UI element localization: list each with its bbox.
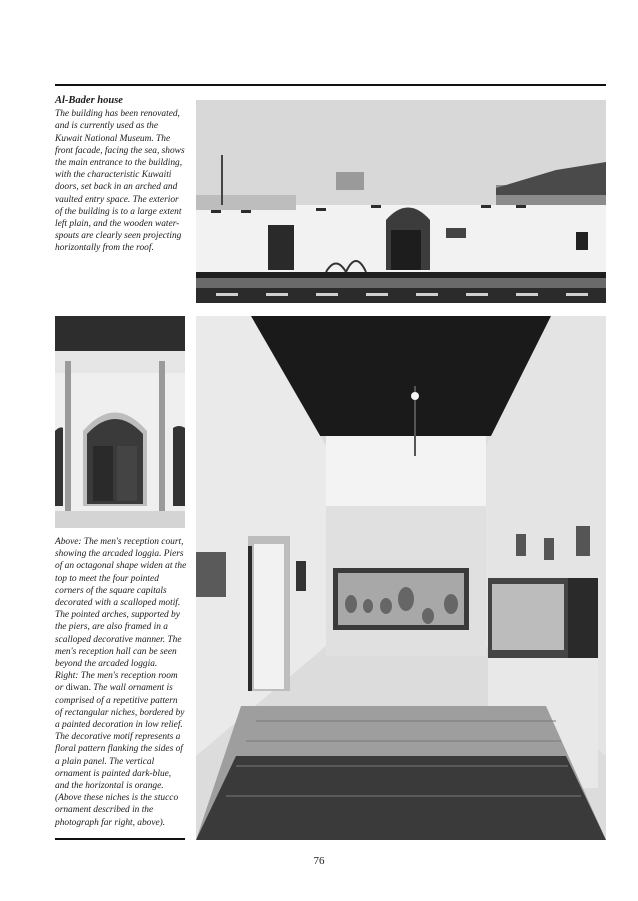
interior-caption — [55, 536, 187, 829]
loggia-photo — [55, 316, 185, 528]
page-number: 76 — [313, 855, 325, 867]
caption-above-text: The men's reception court, showing the arcaded loggia. Piers of an octagonal shape widen at the top to meet the four pointed corners of the square capitals decorated with a scalloped motif. The pointed arches, supported by the piers, are also framed in a scalloped decorative manner. The men's reception hall can be seen beyond the arcaded loggia. — [55, 537, 187, 670]
caption-above-label: Above: — [55, 537, 82, 547]
facade-photo — [196, 100, 606, 303]
caption-right-text-1: The men's reception room or — [55, 671, 178, 694]
top-rule — [55, 84, 606, 86]
section-title: Al-Bader house — [55, 95, 123, 106]
caption-right-label: Right: — [55, 671, 79, 682]
caption-diwan-term: diwan. — [65, 683, 91, 694]
facade-caption — [55, 95, 187, 255]
diwan-photo — [196, 316, 606, 840]
facade-caption-text: The building has been renovated, and is currently used as the Kuwait National Museum. The front facade, facing the sea, shows the main entrance to the building, with the characteristic Kuwaiti doors, set back in an arched and vaulted entry space. The exterior of the building is to a large extent left plain, and the wooden water-spouts are clearly seen projecting horizontally from the roof. — [55, 109, 185, 254]
bottom-left-rule — [55, 838, 185, 840]
caption-right-text-2: The wall ornament is comprised of a repetitive pattern of rectangular niches, bordered by a painted decoration in low relief. The decorative motif represents a floral pattern flanking the sides of a plain panel. The vertical ornament is painted dark-blue, and the horizontal is orange. (Above these niches is the stucco ornament described in the photograph far right, above). — [55, 683, 185, 828]
